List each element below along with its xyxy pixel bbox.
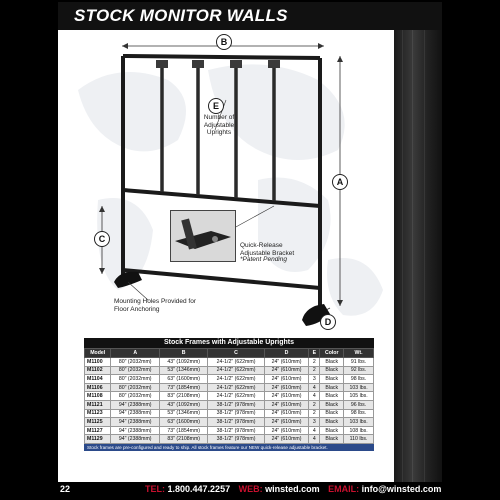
side-decorative-panel <box>394 30 442 482</box>
table-cell: 24" (610mm) <box>264 409 309 418</box>
table-cell: 4 <box>309 392 320 401</box>
model-cell: M1121 <box>85 400 111 409</box>
model-cell: M1129 <box>85 435 111 444</box>
spec-table <box>84 348 374 444</box>
table-row <box>85 409 374 418</box>
table-cell: 43" (1092mm) <box>159 400 207 409</box>
table-cell: 38-1/2" (978mm) <box>208 435 264 444</box>
table-row <box>85 418 374 427</box>
table-cell: Black <box>320 409 344 418</box>
table-cell: 103 lbs. <box>344 383 374 392</box>
table-cell: 94" (2388mm) <box>111 426 159 435</box>
dimension-d-label: D <box>320 314 336 330</box>
table-cell: 24-1/2" (622mm) <box>208 375 264 384</box>
dimension-e-label: E <box>208 98 224 114</box>
table-cell: 110 lbs. <box>344 435 374 444</box>
table-cell: 43" (1092mm) <box>159 358 207 367</box>
table-row <box>85 358 374 367</box>
table-row <box>85 392 374 401</box>
spec-table-container <box>84 338 374 451</box>
table-cell: 103 lbs. <box>344 418 374 427</box>
table-cell: 94" (2388mm) <box>111 418 159 427</box>
table-cell: 24" (610mm) <box>264 366 309 375</box>
patent-callout: *Patent Pending <box>240 256 287 263</box>
table-cell: 24" (610mm) <box>264 426 309 435</box>
table-cell: 80" (2032mm) <box>111 383 159 392</box>
table-cell: Black <box>320 426 344 435</box>
table-cell: 3 <box>309 418 320 427</box>
content-sheet <box>58 30 394 482</box>
table-cell: 63" (1600mm) <box>159 375 207 384</box>
table-cell: 3 <box>309 375 320 384</box>
table-cell: 38-1/2" (978mm) <box>208 418 264 427</box>
table-cell: 2 <box>309 409 320 418</box>
uprights-callout: Number of Adjustable Uprights <box>203 114 235 136</box>
table-cell: Black <box>320 366 344 375</box>
table-cell: 63" (1600mm) <box>159 418 207 427</box>
model-cell: M1102 <box>85 366 111 375</box>
model-cell: M1125 <box>85 418 111 427</box>
model-cell: M1123 <box>85 409 111 418</box>
table-cell: 24-1/2" (622mm) <box>208 392 264 401</box>
model-cell: M1100 <box>85 358 111 367</box>
table-cell: 24-1/2" (622mm) <box>208 366 264 375</box>
table-cell: 24" (610mm) <box>264 383 309 392</box>
table-cell: 80" (2032mm) <box>111 392 159 401</box>
table-cell: 80" (2032mm) <box>111 366 159 375</box>
contact-info <box>145 484 447 494</box>
table-cell: Black <box>320 383 344 392</box>
table-header-row <box>85 349 374 358</box>
table-cell: 83" (2108mm) <box>159 392 207 401</box>
table-title: Stock Frames with Adjustable Uprights <box>84 338 374 348</box>
header-cell: Color <box>320 349 344 358</box>
table-cell: 38-1/2" (978mm) <box>208 426 264 435</box>
table-cell: 94" (2388mm) <box>111 435 159 444</box>
table-cell: 98 lbs. <box>344 375 374 384</box>
header-cell: A <box>111 349 159 358</box>
table-cell: 91 lbs. <box>344 358 374 367</box>
table-cell: 24" (610mm) <box>264 375 309 384</box>
table-cell: 92 lbs. <box>344 366 374 375</box>
table-cell: 83" (2108mm) <box>159 435 207 444</box>
email-link[interactable]: info@winsted.com <box>361 484 442 494</box>
header-cell: Wt. <box>344 349 374 358</box>
table-cell: 96 lbs. <box>344 400 374 409</box>
page-header <box>58 2 442 30</box>
table-cell: 38-1/2" (978mm) <box>208 400 264 409</box>
table-cell: 4 <box>309 426 320 435</box>
header-cell: B <box>159 349 207 358</box>
table-row <box>85 435 374 444</box>
table-cell: 80" (2032mm) <box>111 375 159 384</box>
page-title: STOCK MONITOR WALLS <box>74 6 288 25</box>
web-label: WEB: <box>238 484 263 494</box>
email-label: EMAIL: <box>328 484 360 494</box>
table-cell: Black <box>320 435 344 444</box>
table-cell: 108 lbs. <box>344 426 374 435</box>
table-row <box>85 375 374 384</box>
table-cell: 2 <box>309 400 320 409</box>
bracket-detail-inset <box>170 210 236 262</box>
model-cell: M1108 <box>85 392 111 401</box>
table-cell: 2 <box>309 358 320 367</box>
table-cell: 24" (610mm) <box>264 418 309 427</box>
table-cell: 24-1/2" (622mm) <box>208 383 264 392</box>
tel-label: TEL: <box>145 484 165 494</box>
web-link[interactable]: winsted.com <box>265 484 320 494</box>
table-cell: Black <box>320 375 344 384</box>
table-cell: Black <box>320 358 344 367</box>
table-cell: Black <box>320 400 344 409</box>
model-cell: M1106 <box>85 383 111 392</box>
table-body <box>85 358 374 444</box>
header-cell: E <box>309 349 320 358</box>
page-number: 22 <box>60 484 71 494</box>
table-cell: 105 lbs. <box>344 392 374 401</box>
table-cell: 53" (1346mm) <box>159 366 207 375</box>
table-cell: 24-1/2" (622mm) <box>208 358 264 367</box>
table-row <box>85 400 374 409</box>
table-cell: Black <box>320 418 344 427</box>
mounting-callout: Mounting Holes Provided for Floor Anchoring <box>114 298 197 313</box>
header-cell: Model <box>85 349 111 358</box>
table-cell: 94" (2388mm) <box>111 409 159 418</box>
table-cell: 4 <box>309 383 320 392</box>
model-cell: M1127 <box>85 426 111 435</box>
table-cell: 24" (610mm) <box>264 392 309 401</box>
dimension-a-label: A <box>332 174 348 190</box>
table-cell: 73" (1854mm) <box>159 383 207 392</box>
bracket-callout: Quick-Release Adjustable Bracket <box>240 242 295 257</box>
table-cell: 24" (610mm) <box>264 358 309 367</box>
table-cell: 4 <box>309 435 320 444</box>
table-cell: 38-1/2" (978mm) <box>208 409 264 418</box>
dimension-b-label: B <box>216 34 232 50</box>
table-cell: Black <box>320 392 344 401</box>
table-cell: 24" (610mm) <box>264 435 309 444</box>
table-cell: 53" (1346mm) <box>159 409 207 418</box>
tel-value[interactable]: 1.800.447.2257 <box>167 484 231 494</box>
table-cell: 94" (2388mm) <box>111 400 159 409</box>
header-cell: D <box>264 349 309 358</box>
table-note: Stock frames are pre-configured and ready to ship. All stock frames feature our NEW quick-release adjustable bracket. <box>84 444 374 451</box>
table-row <box>85 366 374 375</box>
header-cell: C <box>208 349 264 358</box>
table-row <box>85 383 374 392</box>
table-cell: 24" (610mm) <box>264 400 309 409</box>
table-row <box>85 426 374 435</box>
model-cell: M1104 <box>85 375 111 384</box>
table-cell: 80" (2032mm) <box>111 358 159 367</box>
table-cell: 2 <box>309 366 320 375</box>
dimension-c-label: C <box>94 231 110 247</box>
table-cell: 98 lbs. <box>344 409 374 418</box>
table-cell: 73" (1854mm) <box>159 426 207 435</box>
